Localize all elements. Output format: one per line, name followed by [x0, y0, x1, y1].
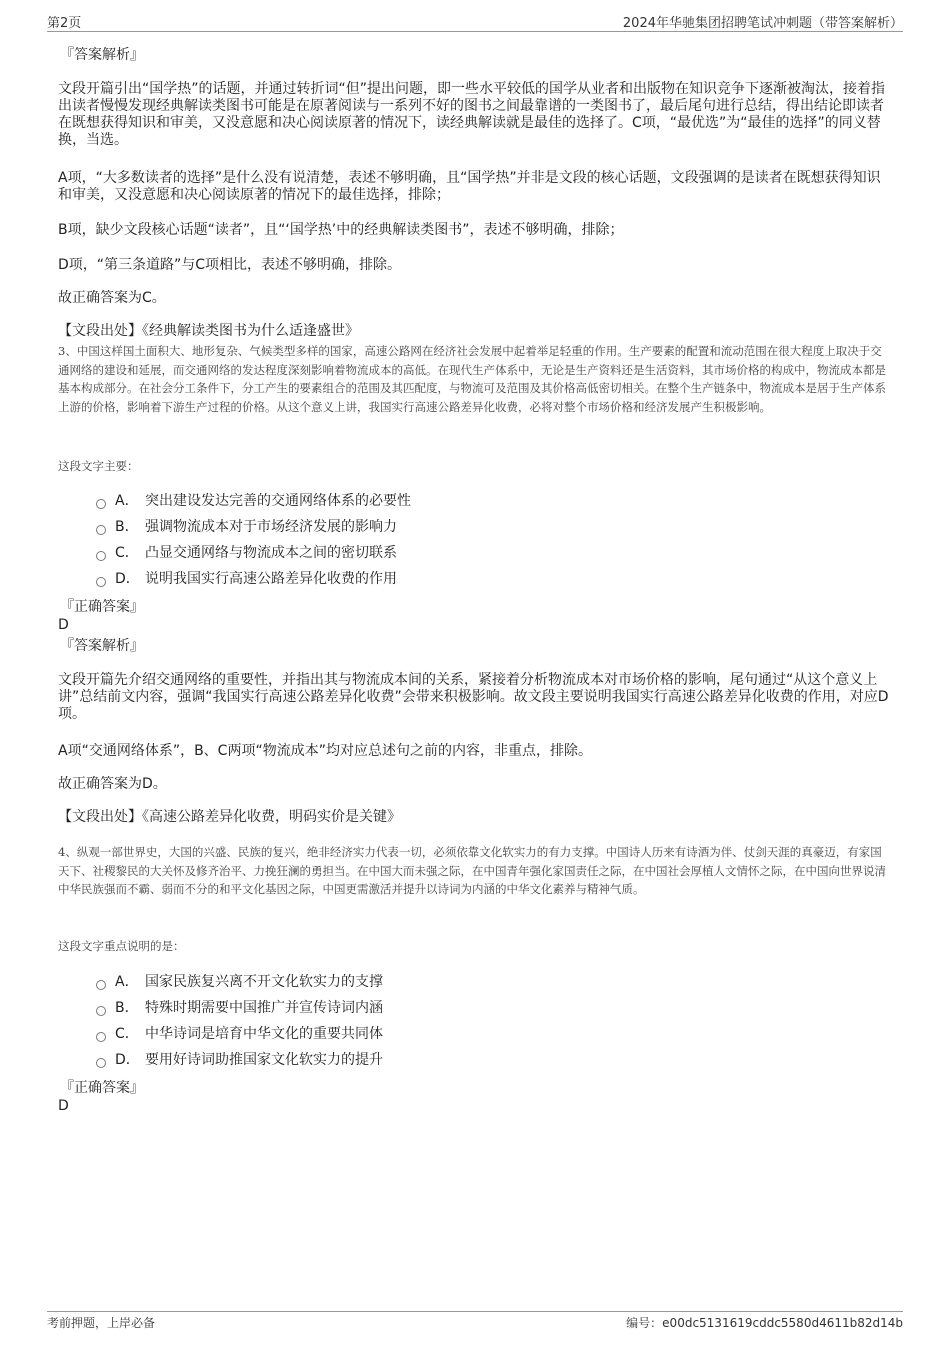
option-text: 特殊时期需要中国推广并宣传诗词内涵 [145, 1000, 383, 1016]
q4-option-b[interactable] [96, 999, 383, 1017]
q2-conclusion: 故正确答案为C。 [58, 290, 166, 306]
q4-prompt: 这段文字重点说明的是： [58, 939, 185, 953]
q2-analysis-label: 『答案解析』 [60, 47, 144, 63]
q3-option-c[interactable] [96, 544, 397, 562]
option-letter: B． [115, 1000, 139, 1016]
q2-analysis-option-b: B项，缺少文段核心话题“读者”，且“‘国学热’中的经典解读类图书”，表述不够明确，排除； [58, 222, 624, 238]
radio-icon[interactable] [96, 551, 106, 561]
q2-analysis-option-a: A项，“大多数读者的选择”是什么没有说清楚，表述不够明确，且“国学热”并非是文段的核心话题，文段强调的是读者在既想获得知识和审美，又没意愿和决心阅读原著的情况下的最佳选择，排除； [58, 170, 881, 203]
footer-slogan: 考前押题，上岸必备 [47, 1316, 156, 1330]
q3-option-b[interactable] [96, 518, 397, 536]
q3-prompt: 这段文字主要： [58, 459, 139, 473]
q2-analysis-option-d: D项，“第三条道路”与C项相比，表述不够明确，排除。 [58, 257, 402, 273]
q3-analysis-options: A项“交通网络体系”，B、C两项“物流成本”均对应总述句之前的内容，非重点，排除。 [58, 743, 592, 759]
footer-code-label: 编号： [626, 1316, 663, 1330]
q3-analysis-label: 『答案解析』 [60, 638, 144, 654]
option-text: 突出建设发达完善的交通网络体系的必要性 [145, 493, 411, 509]
radio-icon[interactable] [96, 499, 106, 509]
q3-option-a[interactable] [96, 492, 411, 510]
q4-stem: 4、纵观一部世界史，大国的兴盛、民族的复兴，绝非经济实力代表一切，必须依靠文化软实力的有力支撑。中国诗人历来有诗酒为伴、仗剑天涯的真豪迈，有家国天下、社稷黎民的大关怀及修齐治平、力挽狂澜的勇担当。在中国大而未强之际，在中国青年强化家国责任之际，在中国社会厚植人文情怀之际，在中国向世界说清中华民族强而不霸、弱而不分的和平文化基因之际，中国更需激活并提升以诗词为内涵的中华文化素养与精神气质。 [58, 845, 886, 896]
q4-option-d[interactable] [96, 1051, 383, 1069]
q3-answer: D [58, 617, 69, 633]
page-number: 第2页 [47, 16, 82, 31]
option-letter: C． [115, 1026, 139, 1042]
option-text: 要用好诗词助推国家文化软实力的提升 [145, 1052, 383, 1068]
option-text: 国家民族复兴离不开文化软实力的支撑 [145, 974, 383, 990]
radio-icon[interactable] [96, 1032, 106, 1042]
footer-divider [47, 1311, 903, 1312]
option-letter: D． [115, 571, 140, 587]
radio-icon[interactable] [96, 577, 106, 587]
q3-conclusion: 故正确答案为D。 [58, 776, 167, 792]
q3-stem: 3、中国这样国土面积大、地形复杂、气候类型多样的国家，高速公路网在经济社会发展中起着举足轻重的作用。生产要素的配置和流动范围在很大程度上取决于交通网络的建设和延展，而交通网络的发达程度深刻影响着物流成本的高低。在现代生产体系中，无论是生产资料还是生活资料，其市场价格的构成中，物流成本都是基本构成部分。在社会分工条件下，分工产生的要素组合的范围及其匹配度，与物流可及范围及其价格高低密切相关。在整个生产链条中，物流成本是居于生产体系上游的价格，影响着下游生产过程的价格。从这个意义上讲，我国实行高速公路差异化收费，必将对整个市场价格和经济发展产生积极影响。 [58, 344, 886, 414]
option-letter: A． [115, 493, 139, 509]
radio-icon[interactable] [96, 980, 106, 990]
radio-icon[interactable] [96, 1058, 106, 1068]
option-letter: B． [115, 519, 139, 535]
option-text: 中华诗词是培育中华文化的重要共同体 [145, 1026, 383, 1042]
q3-option-d[interactable] [96, 570, 397, 588]
radio-icon[interactable] [96, 525, 106, 535]
q4-option-c[interactable] [96, 1025, 383, 1043]
q3-answer-label: 『正确答案』 [60, 599, 144, 615]
radio-icon[interactable] [96, 1006, 106, 1016]
q2-analysis-paragraph: 文段开篇引出“国学热”的话题，并通过转折词“但”提出问题，即一些水平较低的国学从业者和出版物在知识竞争下逐渐被淘汰，接着指出读者慢慢发现经典解读类图书可能是在原著阅读与一系列不好的图书之间最靠谱的一类图书了，最后尾句进行总结，得出结论即读者在既想获得知识和审美，又没意愿和决心阅读原著的情况下，读经典解读就是最佳的选择了。C项，“最优选”为“最佳的选择”的同义替换，当选。 [58, 81, 886, 148]
q2-source: 【文段出处】《经典解读类图书为什么适逢盛世》 [58, 323, 359, 339]
footer-code-value: e00dc5131619cddc5580d4611b82d14b [662, 1316, 903, 1330]
q4-option-a[interactable] [96, 973, 383, 991]
footer-code [626, 1314, 903, 1331]
q3-analysis-paragraph: 文段开篇先介绍交通网络的重要性，并指出其与物流成本间的关系，紧接着分析物流成本对市场价格的影响，尾句通过“从这个意义上讲”总结前文内容，强调“我国实行高速公路差异化收费”会带来积极影响。故文段主要说明我国实行高速公路差异化收费的作用，对应D项。 [58, 672, 889, 722]
header-divider [47, 31, 903, 32]
option-text: 强调物流成本对于市场经济发展的影响力 [145, 519, 397, 535]
q4-answer: D [58, 1098, 69, 1114]
option-letter: A． [115, 974, 139, 990]
q3-source: 【文段出处】《高速公路差异化收费，明码实价是关键》 [58, 809, 401, 825]
document-title: 2024年华驰集团招聘笔试冲刺题（带答案解析） [622, 16, 903, 31]
option-text: 凸显交通网络与物流成本之间的密切联系 [145, 545, 397, 561]
option-text: 说明我国实行高速公路差异化收费的作用 [145, 571, 397, 587]
q4-answer-label: 『正确答案』 [60, 1080, 144, 1096]
option-letter: D． [115, 1052, 140, 1068]
option-letter: C． [115, 545, 139, 561]
